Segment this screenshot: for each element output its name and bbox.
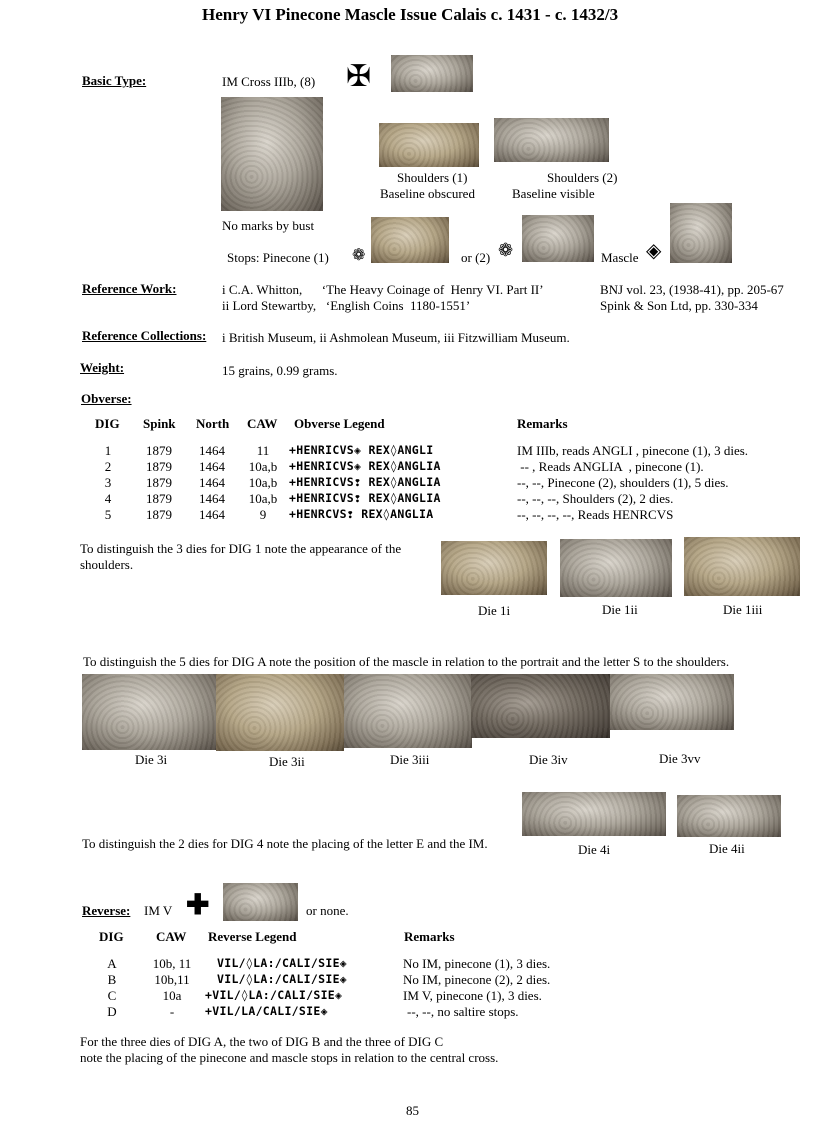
- die-4i-coin-image: [522, 792, 666, 836]
- reference-work-line1-source: BNJ vol. 23, (1938-41), pp. 205-67: [600, 282, 784, 297]
- im-cross-coin-image: [391, 55, 473, 92]
- obverse-remarks: --, --, Pinecone (2), shoulders (1), 5 dies.: [517, 475, 729, 490]
- obverse-spink: 1879: [146, 459, 172, 474]
- reverse-remarks: IM V, pinecone (1), 3 dies.: [403, 988, 542, 1003]
- reverse-header-remarks: Remarks: [404, 929, 455, 944]
- obverse-spink: 1879: [146, 443, 172, 458]
- dig1-note-line2: shoulders.: [80, 557, 134, 572]
- reverse-dig: C: [107, 988, 117, 1003]
- obverse-header-north: North: [196, 416, 230, 431]
- pinecone-1-coin-image: [371, 217, 449, 263]
- obverse-spink: 1879: [146, 475, 172, 490]
- die-3iv-caption: Die 3iv: [529, 752, 568, 767]
- die-1ii-coin-image: [560, 539, 672, 597]
- or-2-text: or (2): [461, 250, 491, 265]
- cross-v-icon: ✚: [186, 890, 210, 921]
- bust-coin-image: [221, 97, 323, 211]
- reverse-im-text: IM V: [144, 903, 173, 918]
- mascle-text: Mascle: [601, 250, 639, 265]
- obverse-dig: 2: [104, 459, 112, 474]
- obverse-legend: +HENRICVS◈ REX◊ANGLIA: [289, 459, 441, 473]
- reverse-header-dig: DIG: [99, 929, 124, 944]
- die-3ii-caption: Die 3ii: [269, 754, 305, 769]
- die-1iii-coin-image: [684, 537, 800, 596]
- die-4ii-caption: Die 4ii: [709, 841, 745, 856]
- obverse-remarks: IM IIIb, reads ANGLI , pinecone (1), 3 dies.: [517, 443, 749, 458]
- die-3ii-coin-image: [216, 674, 344, 751]
- diga-note: To distinguish the 5 dies for DIG A note the position of the mascle in relation to the portrait and the letter S to the shoulders.: [83, 654, 730, 669]
- obverse-caw: 10a,b: [248, 459, 278, 474]
- obverse-north: 1464: [199, 459, 225, 474]
- shoulders-1-coin-image: [379, 123, 479, 167]
- die-1ii-caption: Die 1ii: [602, 602, 638, 617]
- reverse-legend: VIL/◊LA:/CALI/SIE◈: [217, 972, 348, 986]
- pinecone-1-icon: ❁: [352, 247, 366, 264]
- obverse-north: 1464: [199, 475, 225, 490]
- reverse-legend: VIL/◊LA:/CALI/SIE◈: [217, 956, 348, 970]
- pinecone-2-icon: ❁: [498, 240, 514, 260]
- reference-work-label: Reference Work:: [82, 281, 177, 296]
- die-4ii-coin-image: [677, 795, 781, 837]
- obverse-header-legend: Obverse Legend: [294, 416, 385, 431]
- reverse-header-caw: CAW: [156, 929, 187, 944]
- weight-label: Weight:: [80, 360, 125, 375]
- die-4i-caption: Die 4i: [578, 842, 611, 857]
- reverse-remarks: No IM, pinecone (1), 3 dies.: [403, 956, 551, 971]
- die-3iv-coin-image: [471, 674, 610, 738]
- reverse-dig: B: [107, 972, 117, 987]
- weight-text: 15 grains, 0.99 grams.: [222, 363, 338, 378]
- reference-work-line2: ii Lord Stewartby, ‘English Coins 1180-1551’: [222, 298, 471, 313]
- initial-mark-text: IM Cross IIIb, (8): [222, 74, 316, 89]
- die-1iii-caption: Die 1iii: [723, 602, 763, 617]
- obverse-north: 1464: [199, 507, 225, 522]
- reference-work-line2-source: Spink & Son Ltd, pp. 330-334: [600, 298, 758, 313]
- die-3iii-caption: Die 3iii: [390, 752, 430, 767]
- obverse-remarks: --, --, --, Shoulders (2), 2 dies.: [517, 491, 674, 506]
- obverse-legend: +HENRICVS❢ REX◊ANGLIA: [289, 491, 441, 505]
- dig4-note: To distinguish the 2 dies for DIG 4 note the placing of the letter E and the IM.: [82, 836, 488, 851]
- reverse-header-legend: Reverse Legend: [208, 929, 297, 944]
- die-3vv-coin-image: [610, 674, 734, 730]
- obverse-north: 1464: [199, 443, 225, 458]
- die-1i-coin-image: [441, 541, 547, 595]
- mascle-icon: ◈: [646, 240, 662, 262]
- reference-collections-text: i British Museum, ii Ashmolean Museum, iii Fitzwilliam Museum.: [222, 330, 570, 345]
- die-1i-caption: Die 1i: [478, 603, 511, 618]
- shoulders-2-coin-image: [494, 118, 609, 162]
- obverse-header-spink: Spink: [143, 416, 176, 431]
- obverse-legend: +HENRCVS❢ REX◊ANGLIA: [289, 507, 434, 521]
- die-3vv-caption: Die 3vv: [659, 751, 701, 766]
- im-v-coin-image: [223, 883, 298, 921]
- reverse-caw: -: [169, 1004, 175, 1019]
- obverse-remarks: -- , Reads ANGLIA , pinecone (1).: [517, 459, 704, 474]
- obverse-remarks: --, --, --, --, Reads HENRCVS: [517, 507, 674, 522]
- page-title: Henry VI Pinecone Mascle Issue Calais c. 1431 - c. 1432/3: [202, 5, 619, 24]
- mascle-coin-image: [670, 203, 732, 263]
- obverse-header-caw: CAW: [247, 416, 278, 431]
- page-number: 85: [406, 1103, 419, 1118]
- reverse-label: Reverse:: [82, 903, 131, 918]
- reverse-caw: 10a: [162, 988, 182, 1003]
- baseline-visible-caption: Baseline visible: [512, 186, 595, 201]
- obverse-header-dig: DIG: [95, 416, 120, 431]
- or-none-text: or none.: [306, 903, 349, 918]
- obverse-dig: 4: [104, 491, 112, 506]
- obverse-caw: 9: [259, 507, 267, 522]
- obverse-north: 1464: [199, 491, 225, 506]
- reverse-dig: D: [107, 1004, 117, 1019]
- obverse-caw: 11: [256, 443, 270, 458]
- die-3i-coin-image: [82, 674, 217, 750]
- obverse-legend: +HENRICVS❢ REX◊ANGLIA: [289, 475, 441, 489]
- obverse-dig: 3: [104, 475, 112, 490]
- obverse-legend: +HENRICVS◈ REX◊ANGLI: [289, 443, 434, 457]
- reverse-dig: A: [107, 956, 117, 971]
- obverse-header-remarks: Remarks: [517, 416, 568, 431]
- no-marks-text: No marks by bust: [222, 218, 315, 233]
- obverse-spink: 1879: [146, 507, 172, 522]
- reverse-legend: +VIL/◊LA:/CALI/SIE◈: [205, 988, 343, 1002]
- baseline-obscured-caption: Baseline obscured: [380, 186, 475, 201]
- footer-note-line2: note the placing of the pinecone and mascle stops in relation to the central cross.: [80, 1050, 499, 1065]
- reference-work-line1: i C.A. Whitton, ‘The Heavy Coinage of Henry VI. Part II’: [222, 282, 544, 297]
- reverse-caw: 10b,11: [154, 972, 190, 987]
- reference-collections-label: Reference Collections:: [82, 328, 207, 343]
- basic-type-label: Basic Type:: [82, 73, 147, 88]
- obverse-caw: 10a,b: [248, 491, 278, 506]
- stops-pinecone-text: Stops: Pinecone (1): [227, 250, 329, 265]
- die-3i-caption: Die 3i: [135, 752, 168, 767]
- reverse-remarks: No IM, pinecone (2), 2 dies.: [403, 972, 551, 987]
- obverse-dig: 5: [104, 507, 112, 522]
- pinecone-2-coin-image: [522, 215, 594, 262]
- footer-note-line1: For the three dies of DIG A, the two of DIG B and the three of DIG C: [80, 1034, 444, 1049]
- cross-iiib-icon: ✠: [346, 60, 372, 93]
- reverse-legend: +VIL/LA/CALI/SIE◈: [205, 1004, 328, 1018]
- die-3iii-coin-image: [344, 674, 472, 748]
- reverse-caw: 10b, 11: [152, 956, 192, 971]
- obverse-label: Obverse:: [81, 391, 132, 406]
- obverse-dig: 1: [104, 443, 112, 458]
- obverse-spink: 1879: [146, 491, 172, 506]
- reverse-remarks: --, --, no saltire stops.: [407, 1004, 519, 1019]
- obverse-caw: 10a,b: [248, 475, 278, 490]
- shoulders-2-caption: Shoulders (2): [547, 170, 618, 185]
- dig1-note-line1: To distinguish the 3 dies for DIG 1 note the appearance of the: [80, 541, 402, 556]
- shoulders-1-caption: Shoulders (1): [397, 170, 468, 185]
